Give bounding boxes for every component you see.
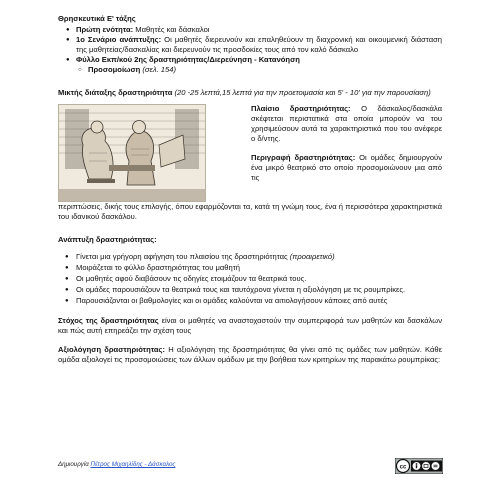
- list-item: ● Μοιράζεται το φύλλο δραστηριότητας του μαθητή: [76, 263, 442, 273]
- list-item: ● Οι μαθητές αφού διαβάσουν τις οδηγίες ετοιμάζουν τα θεατρικά τους.: [76, 274, 442, 284]
- evaluation-paragraph: Αξιολόγηση δραστηριότητας: Η αξιολόγηση της δραστηριότητας θα γίνει από τις ομάδες των μαθητών. Κάθε ομάδα αξιολογεί τις προσομοιώσεις των άλλων ομάδων με την βοήθεια των κριτηρίων της παρακάτω ρουμπρίκας:: [58, 345, 443, 365]
- goal-paragraph: Στόχος της δραστηριότητας είναι οι μαθητές να αναστοχαστούν την συμπεριφορά των μαθητών και δασκάλων και πώς αυτή επηρεάζει την σχέση τους: [58, 316, 442, 336]
- list-item: ● Γίνεται μια γρήγορη αφήγηση του πλαισίου της δραστηριότητας (προαιρετικό): [76, 252, 442, 262]
- document-page: [58, 14, 442, 365]
- svg-text:cc: cc: [399, 464, 407, 471]
- teacher-student-engraving: [58, 104, 206, 202]
- creative-commons-badge-icon: [395, 458, 443, 474]
- description-continued: περιπτώσεις, δικής τους επιλογής, όπου εφαρμόζονται τα, κατά τη γνώμη τους, ένα ή περισσότερα χαρακτηριστικά του ιδανικού δασκάλου.: [58, 202, 442, 222]
- frame-paragraph: Πλαίσιο δραστηριότητας: Ο δάσκαλος/δασκάλα σκέφτεται περιστατικά στα οποία μπορούν να του χρησιμεύσουν αυτά τα χαρακτηριστικά που του ανέφερε ο δ/ντης.: [251, 104, 442, 144]
- frame-section: [58, 104, 442, 202]
- list-item: ● Οι ομάδες παρουσιάζουν τα θεατρικά τους και ταυτόχρονα γίνεται η αξιολόγηση με τις ρουμπρίκες.: [76, 285, 442, 295]
- header-list: [58, 25, 442, 65]
- development-list: [58, 252, 442, 306]
- mixed-activity: Μικτής διάταξης δραστηριότητα (20 -25 λεπτά,15 λεπτά για την προετοιμασία και 5' - 10' για την παρουσίαση): [58, 88, 431, 98]
- header-item-unit: ● Πρώτη ενότητα: Μαθητές και δάσκαλοι: [76, 25, 442, 35]
- description-paragraph: Περιγραφή δραστηριότητας: Οι ομάδες δημιουργούν ένα μικρό θεατρικό στο οποίο προσομοιώνουν μια από τις: [251, 153, 442, 183]
- page-footer: [58, 461, 442, 469]
- list-item: ● Παρουσιάζονται οι βαθμολογίες και οι ομάδες καλούνται να αιτιολογήσουν κάποιες από αυτές: [76, 296, 442, 306]
- header-item-scenario: ● 1ο Σενάριο ανάπτυξης: Οι μαθητές διερευνούν και επαληθεύουν τη διαχρονική και οικουμενική διάσταση της μαθητείας/δασκαλίας και διερευνούν τις προσδοκίες τους από τον καλό δάσκαλο: [76, 35, 442, 55]
- development-title: Ανάπτυξη δραστηριότητας:: [58, 235, 157, 245]
- footer-prefix: Δημιουργία: [58, 461, 91, 468]
- header-sublist: [58, 65, 442, 75]
- frame-text: [251, 104, 442, 183]
- doc-title: Θρησκευτικά Ε' τάξης: [58, 14, 136, 23]
- header-item-sheet: ● Φύλλο Εκπ/κού 2ης δραστηριότητας/Διερεύνηση - Κατανόηση: [76, 55, 442, 65]
- header-subitem-simulation: ○ Προσομοίωση (σελ. 154): [88, 65, 442, 75]
- author-link[interactable]: Πέτρος Μιχαηλίδης - Δάσκαλος: [90, 461, 176, 468]
